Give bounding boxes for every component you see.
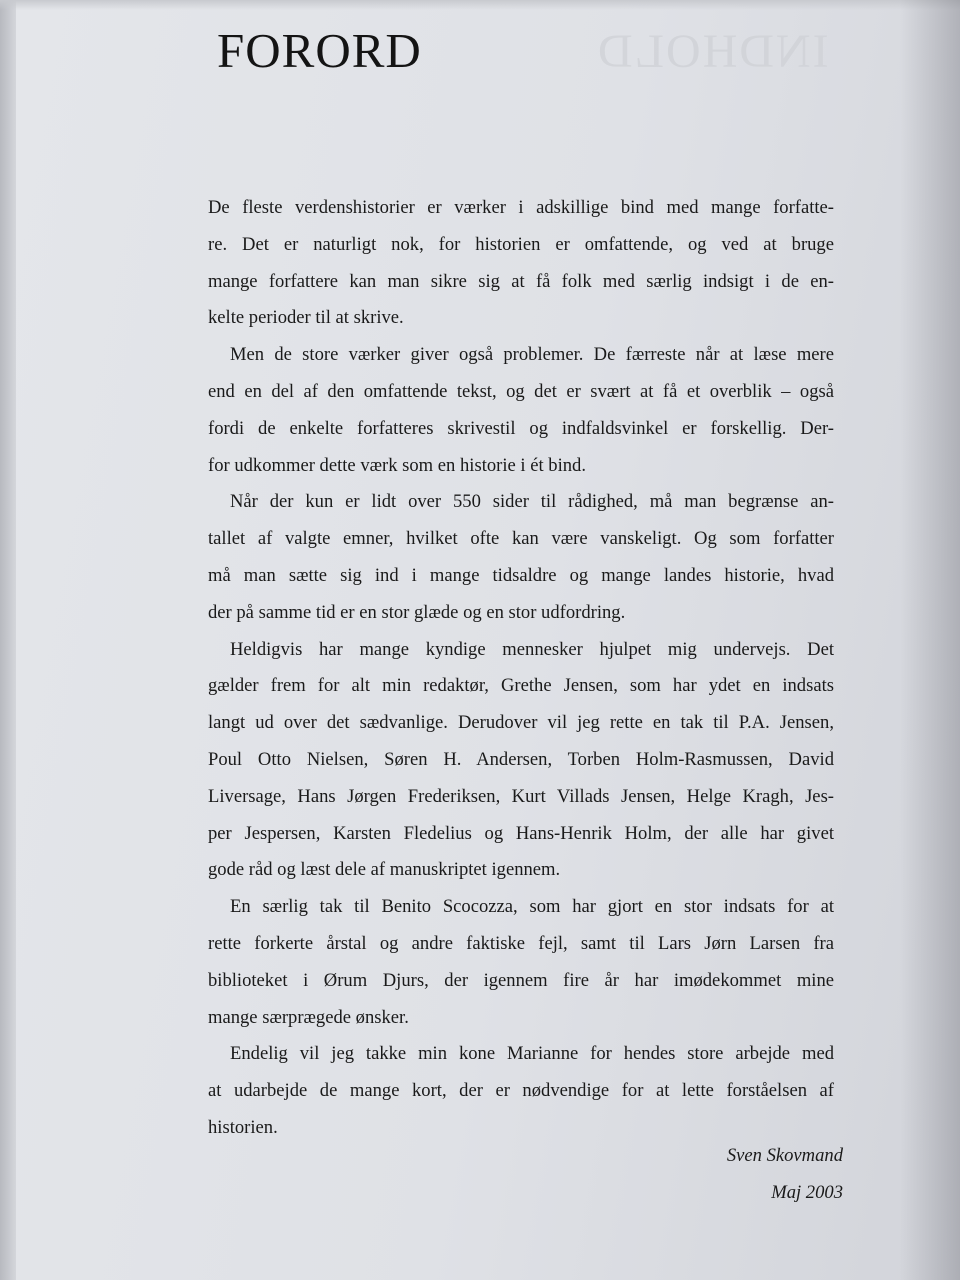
text-line: re. Det er naturligt nok, for historien er omfattende, og ved at bruge: [208, 233, 834, 255]
text-line: Heldigvis har mange kyndige mennesker hjulpet mig undervejs. Det: [230, 638, 834, 660]
text-line: tallet af valgte emner, hvilket ofte kan være vanskeligt. Og som forfatter: [208, 528, 834, 550]
page-left-edge: [0, 0, 16, 1280]
text-line: historien.: [208, 1116, 278, 1138]
text-line: rette forkerte årstal og andre faktiske fejl, samt til Lars Jørn Larsen fra: [208, 932, 834, 954]
paragraph: [208, 190, 834, 337]
text-line: kelte perioder til at skrive.: [208, 307, 404, 329]
text-line: Poul Otto Nielsen, Søren H. Andersen, Torben Holm-Rasmussen, David: [208, 748, 834, 770]
text-line: gælder frem for alt min redaktør, Grethe Jensen, som har ydet en indsats: [208, 675, 834, 697]
text-line: langt ud over det sædvanlige. Derudover vil jeg rette en tak til P.A. Jensen,: [208, 712, 834, 734]
page-title: FORORD: [217, 23, 422, 78]
text-line: for udkommer dette værk som en historie i ét bind.: [208, 454, 587, 476]
text-line: der på samme tid er en stor glæde og en stor udfordring.: [208, 601, 626, 623]
paragraph: [208, 1036, 834, 1146]
paragraph: [208, 632, 834, 890]
foreword-text: [208, 190, 834, 1147]
signature-name: Sven Skovmand: [726, 1145, 843, 1166]
text-line: De fleste verdenshistorier er værker i adskillige bind med mange forfatte-: [208, 197, 834, 218]
page-right-shadow: [900, 0, 960, 1280]
text-line: Liversage, Hans Jørgen Frederiksen, Kurt Villads Jensen, Helge Kragh, Jes-: [208, 785, 834, 807]
signature-date: Maj 2003: [771, 1181, 843, 1203]
text-line: end en del af den omfattende tekst, og det er svært at få et overblik – også: [208, 380, 834, 402]
text-line: mange særprægede ønsker.: [208, 1006, 409, 1028]
text-line: En særlig tak til Benito Scocozza, som har gjort en stor indsats for at: [230, 896, 834, 918]
text-line: Endelig vil jeg takke min kone Marianne for hendes store arbejde med: [230, 1043, 834, 1065]
paragraph: [208, 889, 834, 1036]
signature-block: [727, 1138, 843, 1212]
show-through-heading: INDHOLD: [596, 25, 829, 78]
text-line: gode råd og læst dele af manuskriptet igennem.: [208, 859, 561, 881]
paragraph: [208, 337, 834, 484]
text-line: mange forfattere kan man sikre sig at få folk med særlig indsigt i de en-: [208, 270, 834, 292]
page-top-edge: [0, 0, 960, 10]
text-line: at udarbejde de mange kort, der er nødvendige for at lette forståelsen af: [208, 1080, 834, 1102]
text-line: Når der kun er lidt over 550 sider til rådighed, må man begrænse an-: [230, 491, 834, 513]
text-line: per Jespersen, Karsten Fledelius og Hans-Henrik Holm, der alle har givet: [208, 822, 834, 844]
text-line: Men de store værker giver også problemer. De færreste når at læse mere: [230, 344, 834, 366]
text-line: fordi de enkelte forfatteres skrivestil og indfaldsvinkel er forskellig. Der-: [208, 417, 834, 439]
text-line: biblioteket i Ørum Djurs, der igennem fire år har imødekommet mine: [208, 969, 834, 991]
paragraph: [208, 484, 834, 631]
text-line: må man sætte sig ind i mange tidsaldre og mange landes historie, hvad: [208, 564, 834, 586]
